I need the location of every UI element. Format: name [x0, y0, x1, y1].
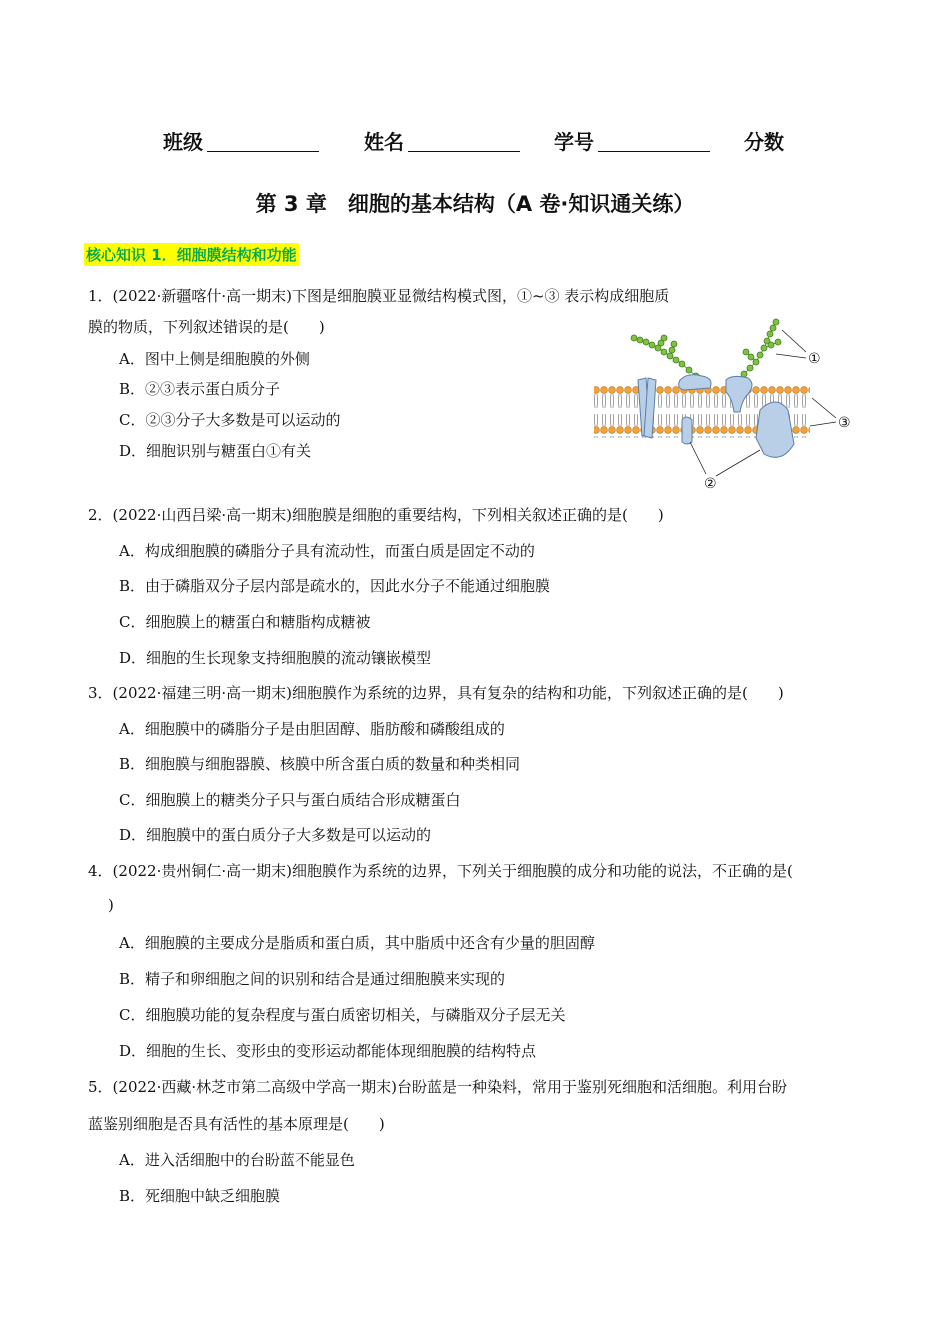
pointer-1a — [782, 330, 806, 352]
name-label: 姓名 — [364, 130, 404, 154]
question-1-option-c: C．②③分子大多数是可以运动的 — [119, 411, 341, 429]
cell-membrane-diagram — [592, 314, 860, 492]
question-5-option-a: A．进入活细胞中的台盼蓝不能显色 — [119, 1151, 355, 1169]
question-2-option-c: C．细胞膜上的糖蛋白和糖脂构成糖被 — [119, 613, 371, 631]
question-1-stem-line-2: 膜的物质，下列叙述错误的是( ) — [88, 318, 325, 336]
question-4-option-d: D．细胞的生长、变形虫的变形运动都能体现细胞膜的结构特点 — [119, 1042, 537, 1060]
question-2-option-b: B．由于磷脂双分子层内部是疏水的，因此水分子不能通过细胞膜 — [119, 577, 551, 595]
question-3-option-b: B．细胞膜与细胞器膜、核膜中所含蛋白质的数量和种类相同 — [119, 755, 521, 773]
question-2-stem: 2．(2022·山西吕梁·高一期末)细胞膜是细胞的重要结构，下列相关叙述正确的是( ) — [88, 506, 664, 524]
question-4-option-b: B．精子和卵细胞之间的识别和结合是通过细胞膜来实现的 — [119, 970, 506, 988]
sugar-chain-right — [741, 319, 781, 377]
pointer-3a — [812, 398, 836, 418]
name-blank[interactable] — [408, 151, 520, 152]
question-1-option-d: D．细胞识别与糖蛋白①有关 — [119, 442, 312, 460]
pointer-1b — [776, 354, 806, 358]
peripheral-protein-top — [679, 375, 711, 390]
class-blank[interactable] — [207, 151, 319, 152]
student-id-blank[interactable] — [598, 151, 710, 152]
question-1-stem-line-1: 1．(2022·新疆喀什·高一期末)下图是细胞膜亚显微结构模式图，①~③ 表示构成细胞质 — [88, 287, 670, 305]
sugar-chain-left — [631, 335, 699, 379]
question-4-option-c: C．细胞膜功能的复杂程度与蛋白质密切相关，与磷脂双分子层无关 — [119, 1006, 566, 1024]
class-label: 班级 — [163, 130, 203, 154]
header-row — [0, 126, 950, 156]
pointer-2a — [690, 442, 706, 474]
question-4-option-a: A．细胞膜的主要成分是脂质和蛋白质，其中脂质中还含有少量的胆固醇 — [119, 934, 595, 952]
label-3: ③ — [838, 415, 851, 431]
question-3-option-a: A．细胞膜中的磷脂分子是由胆固醇、脂肪酸和磷酸组成的 — [119, 720, 505, 738]
question-4-stem-line-2: ) — [108, 896, 114, 914]
section-heading: 核心知识 1．细胞膜结构和功能 — [84, 243, 299, 266]
label-1: ① — [808, 351, 821, 367]
pointer-3b — [810, 422, 836, 426]
question-2-option-d: D．细胞的生长现象支持细胞膜的流动镶嵌模型 — [119, 649, 432, 667]
question-3-option-d: D．细胞膜中的蛋白质分子大多数是可以运动的 — [119, 826, 432, 844]
question-5-stem-line-2: 蓝鉴别细胞是否具有活性的基本原理是( ) — [88, 1115, 385, 1133]
score-label: 分数 — [744, 130, 784, 154]
question-4-stem-line-1: 4．(2022·贵州铜仁·高一期末)细胞膜作为系统的边界，下列关于细胞膜的成分和功能的说法，不正确的是( — [88, 862, 793, 880]
label-2: ② — [704, 476, 717, 492]
student-id-label: 学号 — [554, 130, 594, 154]
question-1-option-b: B．②③表示蛋白质分子 — [119, 380, 281, 398]
page-title: 第 3 章 细胞的基本结构（A 卷·知识通关练） — [255, 192, 695, 216]
question-2-option-a: A．构成细胞膜的磷脂分子具有流动性，而蛋白质是固定不动的 — [119, 542, 535, 560]
question-3-option-c: C．细胞膜上的糖类分子只与蛋白质结合形成糖蛋白 — [119, 791, 461, 809]
question-1-option-a: A．图中上侧是细胞膜的外侧 — [119, 350, 310, 368]
question-5-stem-line-1: 5．(2022·西藏·林芝市第二高级中学高一期末)台盼蓝是一种染料，常用于鉴别死细胞和活细胞。利用台盼 — [88, 1078, 787, 1096]
pointer-2b — [716, 450, 760, 476]
question-5-option-b: B．死细胞中缺乏细胞膜 — [119, 1187, 281, 1205]
small-protein-lower — [682, 417, 692, 444]
large-protein-lower — [756, 402, 794, 457]
question-3-stem: 3．(2022·福建三明·高一期末)细胞膜作为系统的边界，具有复杂的结构和功能，下列叙述正确的是( ) — [88, 684, 784, 702]
